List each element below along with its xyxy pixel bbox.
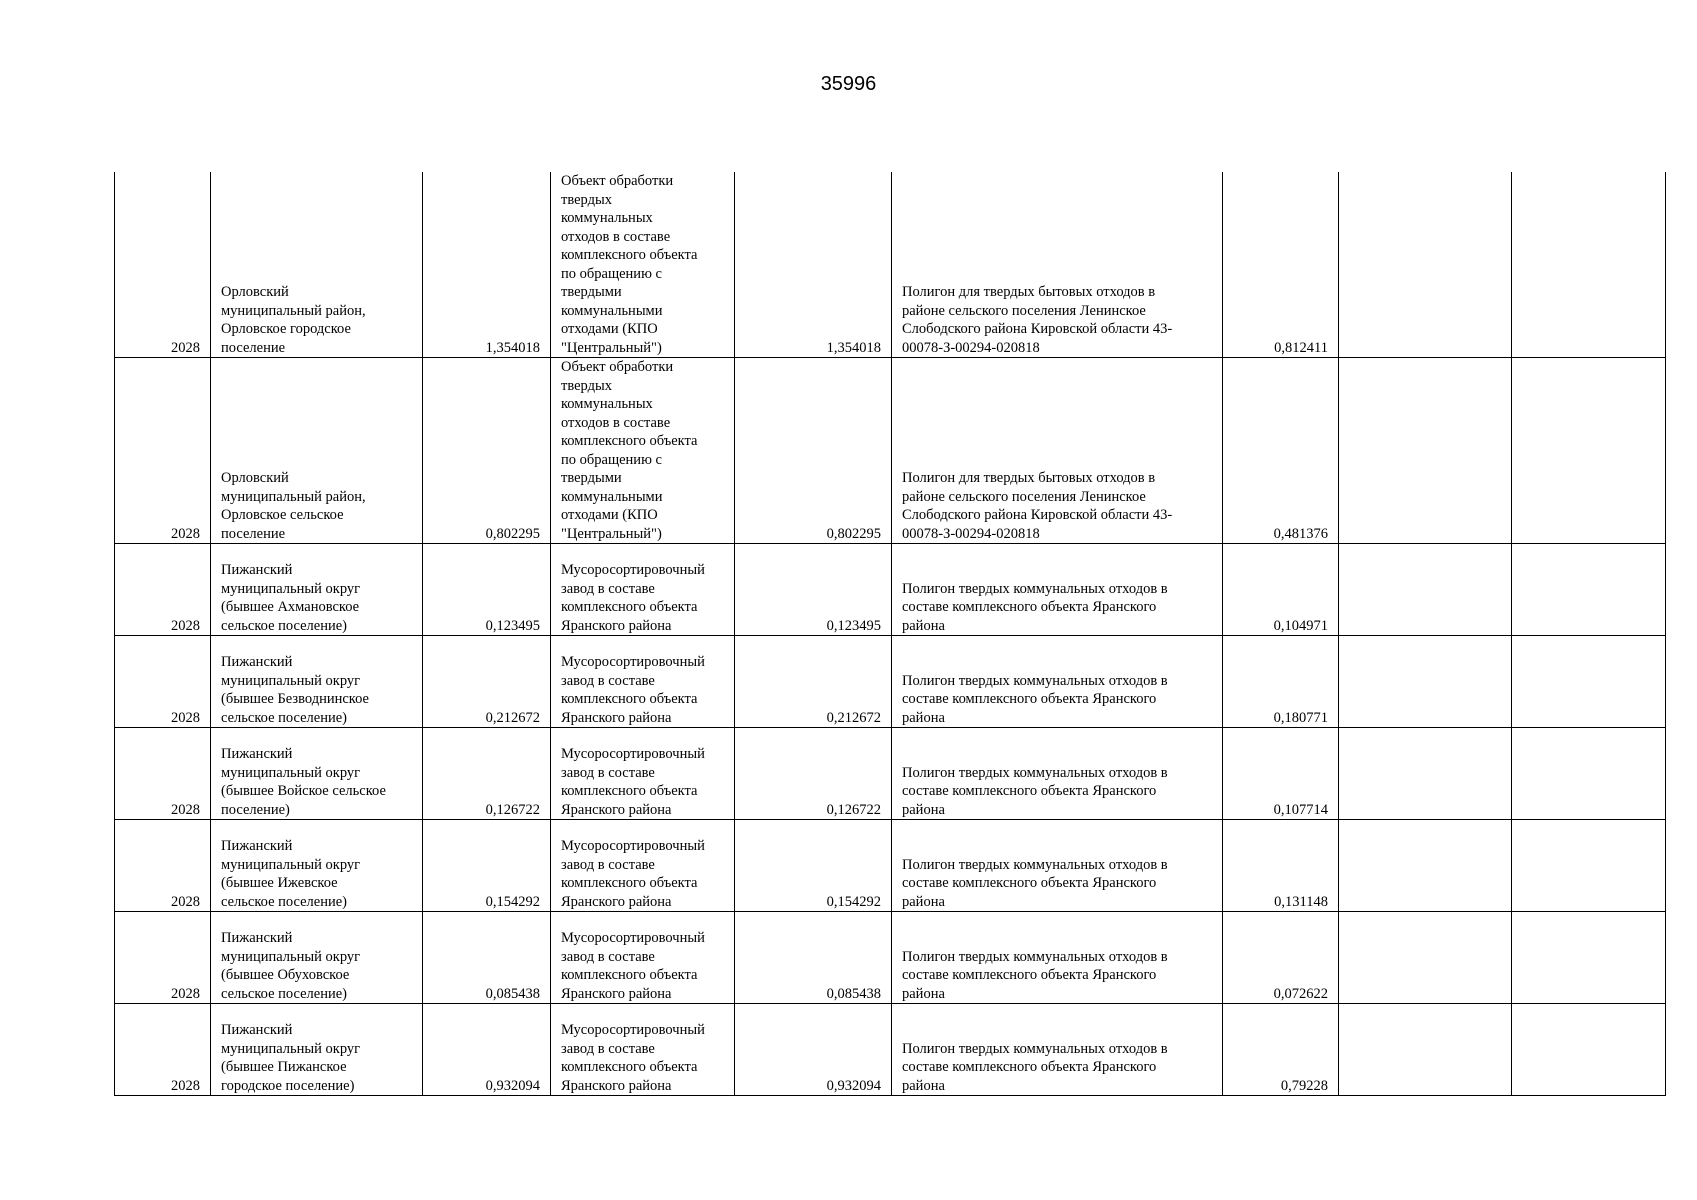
processing-object-text: Мусоросортировочный завод в составе комплексного объекта Яранского района: [561, 654, 705, 726]
cell-territory: [211, 1004, 423, 1096]
cell-mass-disposal: 0,481376: [1223, 358, 1339, 544]
cell-mass-total: 0,126722: [423, 728, 551, 820]
cell-mass-processing: 0,085438: [735, 912, 892, 1004]
cell-col9: [1512, 544, 1666, 636]
processing-object-text: Мусоросортировочный завод в составе комплексного объекта Яранского района: [561, 562, 705, 634]
page-number: 35996: [820, 73, 877, 95]
cell-territory: [211, 820, 423, 912]
cell-disposal-object: [892, 820, 1223, 912]
territory-text: Орловский муниципальный район, Орловское городское поселение: [221, 284, 366, 356]
territory-text: Пижанский муниципальный округ (бывшее Пижанское городское поселение): [221, 1022, 361, 1094]
disposal-object-text: Полигон твердых коммунальных отходов в составе комплексного объекта Яранского района: [902, 672, 1168, 726]
cell-col9: [1512, 912, 1666, 1004]
cell-processing-object: [551, 912, 735, 1004]
disposal-object-text: Полигон для твердых бытовых отходов в районе сельского поселения Ленинское Слободского района Кировской области 43- 00078-З-00294-020818: [902, 470, 1173, 542]
table-row: [115, 172, 1666, 358]
cell-col9: [1512, 636, 1666, 728]
cell-processing-object: [551, 820, 735, 912]
cell-territory: [211, 358, 423, 544]
cell-disposal-object: [892, 544, 1223, 636]
cell-territory: [211, 172, 423, 358]
cell-territory: [211, 728, 423, 820]
cell-mass-total: 0,154292: [423, 820, 551, 912]
territory-text: Пижанский муниципальный округ (бывшее Ахмановское сельское поселение): [221, 562, 361, 634]
cell-year: 2028: [115, 172, 211, 358]
cell-mass-disposal: 0,072622: [1223, 912, 1339, 1004]
disposal-object-text: Полигон твердых коммунальных отходов в составе комплексного объекта Яранского района: [902, 856, 1168, 910]
cell-mass-processing: 1,354018: [735, 172, 892, 358]
cell-territory: [211, 912, 423, 1004]
cell-mass-processing: 0,212672: [735, 636, 892, 728]
disposal-object-text: Полигон твердых коммунальных отходов в составе комплексного объекта Яранского района: [902, 948, 1168, 1002]
cell-mass-processing: 0,154292: [735, 820, 892, 912]
disposal-object-text: Полигон твердых коммунальных отходов в составе комплексного объекта Яранского района: [902, 580, 1168, 634]
cell-processing-object: [551, 1004, 735, 1096]
cell-mass-total: 0,802295: [423, 358, 551, 544]
cell-mass-disposal: 0,107714: [1223, 728, 1339, 820]
cell-mass-total: 0,085438: [423, 912, 551, 1004]
table-row: [115, 636, 1666, 728]
table-row: [115, 358, 1666, 544]
cell-mass-disposal: 0,812411: [1223, 172, 1339, 358]
cell-year: 2028: [115, 1004, 211, 1096]
cell-mass-processing: 0,123495: [735, 544, 892, 636]
territory-text: Пижанский муниципальный округ (бывшее Безводнинское сельское поселение): [221, 654, 369, 726]
cell-year: 2028: [115, 636, 211, 728]
cell-disposal-object: [892, 636, 1223, 728]
cell-year: 2028: [115, 820, 211, 912]
processing-object-text: Мусоросортировочный завод в составе комплексного объекта Яранского района: [561, 1022, 705, 1094]
cell-year: 2028: [115, 728, 211, 820]
cell-disposal-object: [892, 912, 1223, 1004]
disposal-object-text: Полигон твердых коммунальных отходов в составе комплексного объекта Яранского района: [902, 1040, 1168, 1094]
table-row: [115, 1004, 1666, 1096]
cell-mass-total: 0,212672: [423, 636, 551, 728]
processing-object-text: Мусоросортировочный завод в составе комплексного объекта Яранского района: [561, 930, 705, 1002]
cell-mass-processing: 0,802295: [735, 358, 892, 544]
cell-col8: [1339, 1004, 1512, 1096]
cell-mass-processing: 0,126722: [735, 728, 892, 820]
cell-col8: [1339, 358, 1512, 544]
cell-processing-object: [551, 728, 735, 820]
cell-disposal-object: [892, 358, 1223, 544]
cell-territory: [211, 636, 423, 728]
processing-object-text: Мусоросортировочный завод в составе комплексного объекта Яранского района: [561, 746, 705, 818]
table-body: [115, 172, 1666, 1096]
cell-mass-total: 1,354018: [423, 172, 551, 358]
cell-col8: [1339, 912, 1512, 1004]
cell-col8: [1339, 636, 1512, 728]
data-table: [114, 172, 1666, 1096]
table-row: [115, 728, 1666, 820]
processing-object-text: Объект обработки твердых коммунальных отходов в составе комплексного объекта по обращению с твердыми коммунальными отходами (КПО "Центральный"): [561, 173, 698, 356]
cell-mass-disposal: 0,104971: [1223, 544, 1339, 636]
disposal-object-text: Полигон твердых коммунальных отходов в составе комплексного объекта Яранского района: [902, 764, 1168, 818]
cell-col9: [1512, 358, 1666, 544]
table-row: [115, 544, 1666, 636]
cell-year: 2028: [115, 912, 211, 1004]
table-row: [115, 820, 1666, 912]
cell-col8: [1339, 544, 1512, 636]
cell-processing-object: [551, 172, 735, 358]
cell-col8: [1339, 172, 1512, 358]
cell-processing-object: [551, 358, 735, 544]
cell-mass-total: 0,932094: [423, 1004, 551, 1096]
cell-col9: [1512, 1004, 1666, 1096]
cell-mass-disposal: 0,131148: [1223, 820, 1339, 912]
cell-mass-total: 0,123495: [423, 544, 551, 636]
territory-text: Пижанский муниципальный округ (бывшее Обуховское сельское поселение): [221, 930, 361, 1002]
cell-col8: [1339, 728, 1512, 820]
cell-col9: [1512, 820, 1666, 912]
territory-text: Орловский муниципальный район, Орловское сельское поселение: [221, 470, 366, 542]
cell-processing-object: [551, 544, 735, 636]
processing-object-text: Объект обработки твердых коммунальных отходов в составе комплексного объекта по обращению с твердыми коммунальными отходами (КПО "Центральный"): [561, 359, 698, 542]
cell-col9: [1512, 172, 1666, 358]
cell-year: 2028: [115, 544, 211, 636]
cell-territory: [211, 544, 423, 636]
territory-text: Пижанский муниципальный округ (бывшее Войское сельское поселение): [221, 746, 386, 818]
cell-mass-disposal: 0,79228: [1223, 1004, 1339, 1096]
processing-object-text: Мусоросортировочный завод в составе комплексного объекта Яранского района: [561, 838, 705, 910]
territory-text: Пижанский муниципальный округ (бывшее Ижевское сельское поселение): [221, 838, 361, 910]
cell-col8: [1339, 820, 1512, 912]
cell-disposal-object: [892, 1004, 1223, 1096]
cell-year: 2028: [115, 358, 211, 544]
cell-disposal-object: [892, 728, 1223, 820]
disposal-object-text: Полигон для твердых бытовых отходов в районе сельского поселения Ленинское Слободского района Кировской области 43- 00078-З-00294-020818: [902, 284, 1173, 356]
cell-processing-object: [551, 636, 735, 728]
cell-mass-disposal: 0,180771: [1223, 636, 1339, 728]
cell-mass-processing: 0,932094: [735, 1004, 892, 1096]
table-row: [115, 912, 1666, 1004]
cell-disposal-object: [892, 172, 1223, 358]
cell-col9: [1512, 728, 1666, 820]
